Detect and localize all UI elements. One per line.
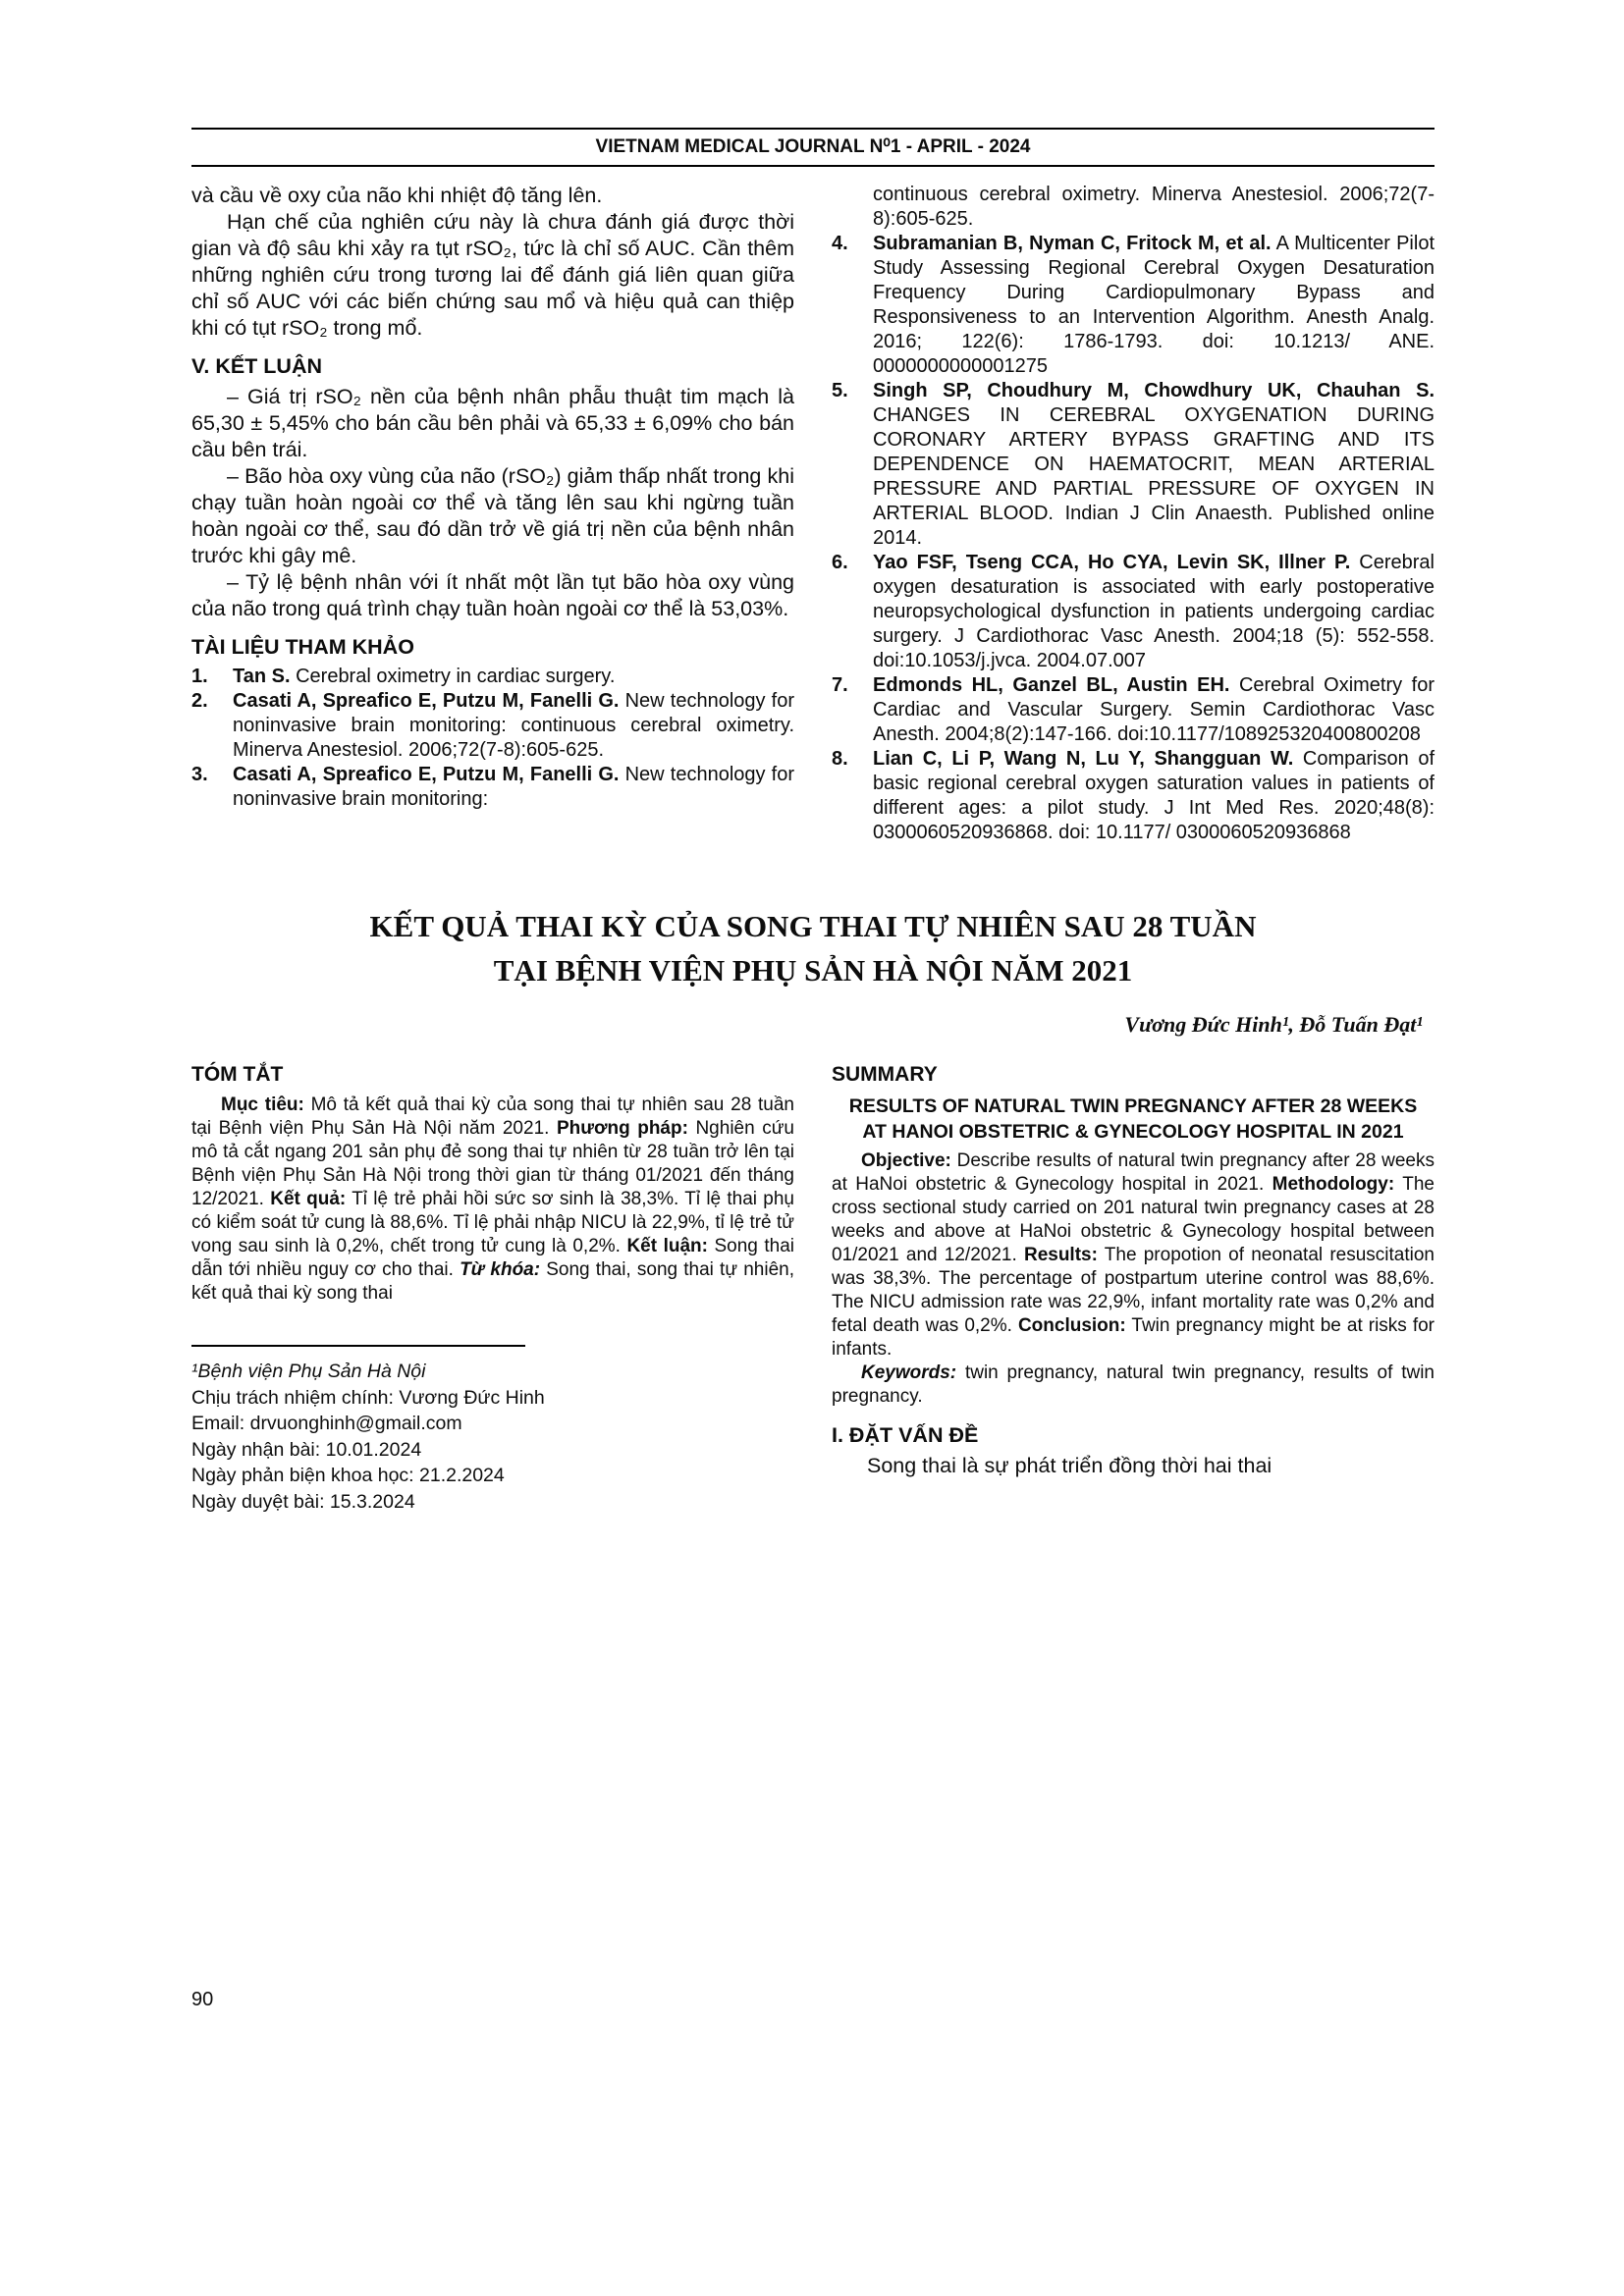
reference-text: Casati A, Spreafico E, Putzu M, Fanelli G. New technology for noninvasive brain monitoring: — [233, 764, 794, 810]
conclusion-item: – Giá trị rSO₂ nền của bệnh nhân phẫu thuật tim mạch là 65,30 ± 5,45% cho bán cầu bên phải và 65,33 ± 6,09% cho bán cầu bên trái. — [191, 385, 794, 461]
abstract-vi-heading: TÓM TẮT — [191, 1063, 284, 1086]
article-authors: Vương Đức Hinh¹, Đỗ Tuấn Đạt¹ — [1124, 1012, 1423, 1037]
page-number: 90 — [191, 1989, 214, 2010]
abstract-vi-body: Mục tiêu: Mô tả kết quả thai kỳ của song thai tự nhiên sau 28 tuần tại Bệnh viện Phụ Sản Hà Nội năm 2021. Phương pháp: Nghiên cứu mô tả cắt ngang 201 sản phụ đẻ song thai tự nhiên từ 28 tuần trở lên tại Bệnh viện Phụ Sản Hà Nội trong thời gian từ tháng 01/2021 đến tháng 12/2021. Kết quả: Tỉ lệ trẻ phải hồi sức sơ sinh là 38,3%. Tỉ lệ thai phụ có kiểm soát tử cung là 88,6%. Tỉ lệ phải nhập NICU là 22,9%, tỉ lệ trẻ tử vong sau sinh là 0,2%, chết trong tử cung là 0,2%. Kết luận: Song thai dẫn tới nhiều nguy cơ cho thai. Từ khóa: Song thai, song thai tự nhiên, kết quả thai kỳ song thai — [191, 1095, 794, 1304]
reference-text: Edmonds HL, Ganzel BL, Austin EH. Cerebral Oximetry for Cardiac and Vascular Surgery. Semin Cardiothorac Vasc Anesth. 2004;8(2):147-166. doi:10.1177/108925320400800208 — [873, 674, 1435, 745]
article-title — [191, 904, 1435, 992]
reference-continuation: continuous cerebral oximetry. Minerva Anestesiol. 2006;72(7-8):605-625. — [873, 184, 1435, 230]
top-right-column — [832, 183, 1435, 845]
footnote-affiliation: ¹Bệnh viện Phụ Sản Hà Nội — [191, 1361, 426, 1382]
article-title-line1: KẾT QUẢ THAI KỲ CỦA SONG THAI TỰ NHIÊN SAU 28 TUẦN — [369, 909, 1257, 943]
reference-number: 2. — [191, 690, 208, 712]
conclusion-item: – Bão hòa oxy vùng của não (rSO₂) giảm thấp nhất trong khi chạy tuần hoàn ngoài cơ thể và tăng lên sau khi ngừng tuần hoàn ngoài cơ thể, sau đó dần trở về giá trị nền của bệnh nhân trước khi gây mê. — [191, 464, 794, 567]
bottom-right-column — [832, 1063, 1435, 1515]
conclusion-item: – Tỷ lệ bệnh nhân với ít nhất một lần tụt bão hòa oxy vùng của não trong quá trình chạy tuần hoàn ngoài cơ thể là 53,03%. — [191, 570, 794, 620]
introduction-paragraph: Song thai là sự phát triển đồng thời hai thai — [867, 1454, 1272, 1477]
paragraph-continuation: và cầu về oxy của não khi nhiệt độ tăng lên. — [191, 184, 603, 207]
reference-item — [191, 763, 794, 812]
reference-text: Singh SP, Choudhury M, Chowdhury UK, Chauhan S. CHANGES IN CEREBRAL OXYGENATION DURING CORONARY ARTERY BYPASS GRAFTING AND ITS DEPENDENCE ON HAEMATOCRIT, MEAN ARTERIAL PRESSURE AND PARTIAL PRESSURE OF OXYGEN IN ARTERIAL BLOOD. Indian J Clin Anaesth. Published online 2014. — [873, 380, 1435, 549]
reference-item — [832, 551, 1435, 673]
footnote-divider — [191, 1345, 525, 1347]
reference-text: Lian C, Li P, Wang N, Lu Y, Shangguan W. Comparison of basic regional cerebral oxygen saturation values in patients of different ages: a pilot study. J Int Med Res. 2020;48(8): 0300060520936868. doi: 10.1177/ 0300060520936868 — [873, 748, 1435, 843]
previous-article-end-section — [191, 183, 1435, 845]
reference-item — [832, 232, 1435, 379]
reference-number: 1. — [191, 666, 208, 687]
reference-number: 4. — [832, 233, 848, 254]
top-left-column — [191, 183, 794, 845]
page-content — [191, 128, 1435, 1515]
reference-number: 5. — [832, 380, 848, 401]
reference-item — [832, 673, 1435, 747]
footnote-line-accepted-date: Ngày duyệt bài: 15.3.2024 — [191, 1490, 415, 1513]
reference-item — [832, 747, 1435, 845]
journal-header-title: VIETNAM MEDICAL JOURNAL N⁰1 - APRIL - 2024 — [595, 136, 1031, 157]
reference-text: Yao FSF, Tseng CCA, Ho CYA, Levin SK, Illner P. Cerebral oxygen desaturation is associated with early postoperative neuropsychological dysfunction in patients undergoing cardiac surgery. J Cardiothorac Vasc Anesth. 2004;18 (5): 552-558. doi:10.1053/j.jvca. 2004.07.007 — [873, 552, 1435, 671]
abstract-en-heading: SUMMARY — [832, 1063, 938, 1086]
reference-item — [191, 665, 794, 689]
footnote-line-corresponding-author: Chịu trách nhiệm chính: Vương Đức Hinh — [191, 1386, 545, 1409]
footnote-line-received-date: Ngày nhận bài: 10.01.2024 — [191, 1438, 422, 1461]
reference-number: 8. — [832, 748, 848, 770]
reference-item — [191, 689, 794, 763]
abstract-en-body: Objective: Describe results of natural twin pregnancy after 28 weeks at HaNoi obstetric & Gynecology hospital in 2021. Methodology: The cross sectional study carried on 201 natural twin pregnancy cases at 28 weeks and above at HaNoi obstetric & Gynecology hospital between 01/2021 and 12/2021. Results: The propotion of neonatal resuscitation was 38,3%. The percentage of postpartum uterine control was 88,6%. The NICU admission rate was 22,9%, infant mortality rate was 0,2% and fetal death was 0,2%. Conclusion: Twin pregnancy might be at risks for infants. — [832, 1150, 1435, 1360]
conclusion-heading: V. KẾT LUẬN — [191, 354, 322, 378]
reference-text: Subramanian B, Nyman C, Fritock M, et al. A Multicenter Pilot Study Assessing Regional Cerebral Oxygen Desaturation Frequency During Cardiopulmonary Bypass and Responsiveness to an Intervention Algorithm. Anesth Analg. 2016; 122(6): 1786-1793. doi: 10.1213/ ANE. 0000000000001275 — [873, 233, 1435, 377]
article-title-line2: TẠI BỆNH VIỆN PHỤ SẢN HÀ NỘI NĂM 2021 — [493, 953, 1133, 988]
abstract-en-title: RESULTS OF NATURAL TWIN PREGNANCY AFTER 28 WEEKS AT HANOI OBSTETRIC & GYNECOLOGY HOSPITAL IN 2021 — [848, 1095, 1418, 1143]
article-abstract-section — [191, 1063, 1435, 1515]
footnote-line-email: Email: drvuonghinh@gmail.com — [191, 1413, 462, 1434]
footnote-block — [191, 1345, 794, 1515]
reference-number: 6. — [832, 552, 848, 573]
abstract-en-keywords: Keywords: twin pregnancy, natural twin pregnancy, results of twin pregnancy. — [832, 1362, 1435, 1407]
reference-text: Casati A, Spreafico E, Putzu M, Fanelli G. New technology for noninvasive brain monitoring: continuous cerebral oximetry. Minerva Anestesiol. 2006;72(7-8):605-625. — [233, 690, 794, 761]
introduction-heading: I. ĐẶT VẤN ĐỀ — [832, 1423, 979, 1447]
bottom-left-column — [191, 1063, 794, 1515]
journal-header — [191, 128, 1435, 167]
reference-text: Tan S. Cerebral oximetry in cardiac surgery. — [233, 666, 616, 687]
footnote-line-review-date: Ngày phản biện khoa học: 21.2.2024 — [191, 1465, 505, 1486]
reference-number: 7. — [832, 674, 848, 696]
reference-number: 3. — [191, 764, 208, 785]
paragraph-limitation: Hạn chế của nghiên cứu này là chưa đánh giá được thời gian và độ sâu khi xảy ra tụt rSO₂, tức là chỉ số AUC. Cần thêm những nghiên cứu trong tương lai để đánh giá liên quan giữa chỉ số AUC với các biến chứng sau mổ và hiệu quả can thiệp khi có tụt rSO₂ trong mổ. — [191, 210, 794, 340]
references-heading: TÀI LIỆU THAM KHẢO — [191, 635, 414, 659]
reference-item — [832, 379, 1435, 551]
